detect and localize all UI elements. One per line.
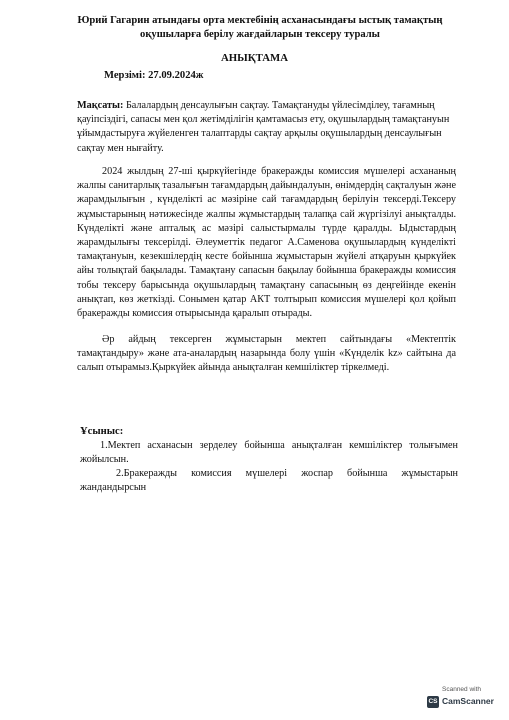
document-date: Мерзімі: 27.09.2024ж [104, 70, 204, 81]
purpose-text: Балалардың денсаулығын сақтау. Тамақтануды үйлесімділеу, тағамның қауіпсіздігі, сапасы мен қол жетімділігін қамтамасыз ету, оқушылардың тамақтануын ұйымдастыруға жүйеленген талаптарды сақтау арқылы оқушылардың денсаулығын сақтау мен нығайту. [77, 100, 450, 154]
watermark-app-name: CamScanner [442, 696, 494, 706]
body-paragraph-2: Әр айдың тексерген жұмыстарын мектеп сайтындағы «Мектептік тамақтандыру» және ата-аналардың назарында болу үшін «Күнделік kz» сайтына да салып отырамыз.Қыркүйек айында анықталған кемшіліктер тіркелмеді. [77, 334, 456, 374]
purpose-section [77, 99, 455, 156]
document-type-heading: АНЫҚТАМА [220, 52, 289, 64]
body-paragraph-1: 2024 жылдың 27-ші қыркүйегінде бракеражды комиссия мүшелері асхананың жалпы санитарлық тазалығын тағамдардың дайындалуын, өнімдердің сақталуын және жарамдылығын , күнделікті ас мәзіріне сай тағамдардың берілуін тексерді.Тексеру жұмыстарының нәтижесінде жалпы жұмыстардың талапқа сай жүргізілуі анықталды. Күнделікті және апталық ас мәзірі салыстырмалы түрде қаралды. Ыдыстардың жарамдылығы тексерілді. Әлеуметтік педагог А.Саменова оқушылардың күнделікті тамақтануын, кезекшілердің кесте бойынша жұмыстарын жүйелі атқаруын қыркүйек айы толықтай бақылады. Тамақтану сапасын бақылау бойынша бракеражды комиссия тобы тексеру барысында оқушылардың тамақтану сапасының өз деңгейінде екенін анықтап, көз жеткізді. Сонымен қатар АКТ толтырып комиссия мүшелері қол қойып бракеражды комиссия отырысында қаралып отырады. [77, 166, 456, 320]
watermark-caption: Scanned with [442, 686, 482, 693]
document-title: Юрий Гагарин атындағы орта мектебінің асханасындағы ыстық тамақтың оқушыларға берілу жағдайларын тексеру туралы [77, 15, 443, 40]
recommendations-label: Ұсыныс: [80, 426, 124, 437]
camscanner-watermark [426, 686, 500, 710]
purpose-label: Мақсаты: [77, 100, 124, 111]
recommendation-item-1: 1.Мектеп асханасын зерделеу бойынша анықталған кемшіліктер толығымен жойылсын. [80, 440, 458, 466]
camscanner-logo-icon: CS [427, 696, 439, 708]
recommendation-item-2: 2.Бракеражды комиссия мүшелері жоспар бойынша жұмыстарын жандандырсын [80, 468, 458, 494]
